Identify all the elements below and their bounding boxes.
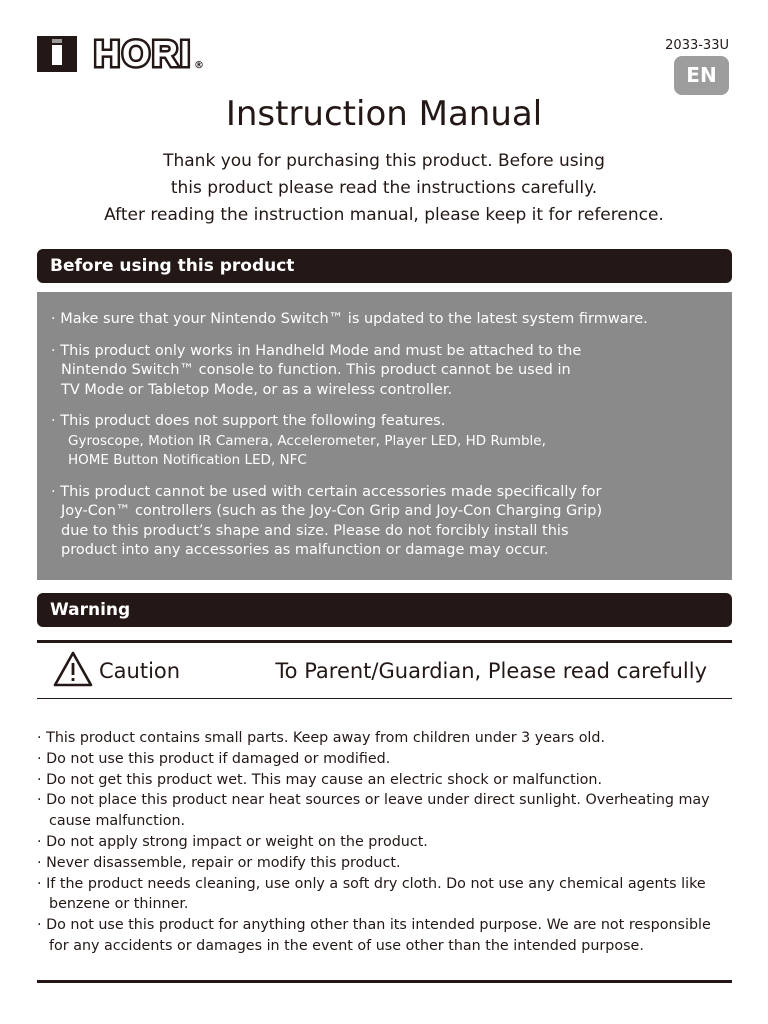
intro-line: this product please read the instructions carefully. xyxy=(170,178,598,198)
warning-heading: Warning xyxy=(37,593,732,627)
before-item-line: due to this product’s shape and size. Please do not forcibly install this xyxy=(61,522,569,539)
warning-item: · Never disassemble, repair or modify this product. xyxy=(37,854,401,871)
warning-item-continued: benzene or thinner. xyxy=(49,896,189,913)
before-item-line: · Make sure that your Nintendo Switch™ is updated to the latest system firmware. xyxy=(51,311,648,327)
brand-name: HORI xyxy=(94,33,192,74)
unsupported-features-line: HOME Button Notification LED, NFC xyxy=(68,452,307,468)
before-using-heading: Before using this product xyxy=(37,249,732,283)
unsupported-features-line: Gyroscope, Motion IR Camera, Accelerometer, Player LED, HD Rumble, xyxy=(68,432,546,449)
logo-mark-cap xyxy=(52,39,62,43)
before-item-line: Nintendo Switch™ console to function. This product cannot be used in xyxy=(61,362,571,378)
before-item xyxy=(51,342,732,401)
warning-triangle-icon xyxy=(52,650,94,688)
before-item xyxy=(51,483,732,561)
before-item-line: product into any accessories as malfunction or damage may occur. xyxy=(61,542,549,558)
hori-logo-wordmark xyxy=(94,33,204,73)
caution-top-rule xyxy=(37,640,732,643)
bottom-rule xyxy=(37,980,732,983)
before-item xyxy=(51,412,732,471)
warning-item: · If the product needs cleaning, use only a soft dry cloth. Do not use any chemical agents like xyxy=(37,875,706,892)
before-item-line: · This product only works in Handheld Mode and must be attached to the xyxy=(51,342,582,359)
caution-label: Caution xyxy=(99,659,181,683)
before-item-line: · This product cannot be used with certain accessories made specifically for xyxy=(51,483,602,500)
product-code: 2033-33U xyxy=(665,38,729,53)
page-title: Instruction Manual xyxy=(225,94,543,134)
caution-row xyxy=(37,650,732,692)
warning-item: · Do not get this product wet. This may cause an electric shock or malfunction. xyxy=(37,771,603,788)
registered-mark: ® xyxy=(194,60,204,71)
warning-item-continued: for any accidents or damages in the event of use other than the intended purpose. xyxy=(49,937,644,954)
before-item-line: TV Mode or Tabletop Mode, or as a wireless controller. xyxy=(61,381,453,398)
before-item xyxy=(51,310,732,330)
warning-item: · Do not place this product near heat sources or leave under direct sunlight. Overheating may xyxy=(37,792,710,809)
warning-item: · This product contains small parts. Keep away from children under 3 years old. xyxy=(37,730,606,746)
warning-item: · Do not apply strong impact or weight on the product. xyxy=(37,833,428,850)
intro-text xyxy=(0,148,768,229)
before-item-line: Joy-Con™ controllers (such as the Joy-Con Grip and Joy-Con Charging Grip) xyxy=(61,503,603,519)
warning-list xyxy=(37,728,737,957)
warning-item-continued: cause malfunction. xyxy=(49,813,186,830)
before-using-box xyxy=(37,292,732,580)
intro-line: After reading the instruction manual, please keep it for reference. xyxy=(104,205,664,225)
warning-item: · Do not use this product if damaged or modified. xyxy=(37,750,391,767)
hori-logo-mark xyxy=(37,36,77,72)
intro-line: Thank you for purchasing this product. Before using xyxy=(163,151,605,171)
caution-bottom-rule xyxy=(37,698,732,699)
warning-item: · Do not use this product for anything other than its intended purpose. We are not responsible xyxy=(37,917,711,934)
before-item-line: · This product does not support the following features. xyxy=(51,413,446,429)
logo-mark-bar xyxy=(52,45,62,65)
language-badge: EN xyxy=(674,56,729,95)
caution-subtitle: To Parent/Guardian, Please read carefully xyxy=(275,659,707,683)
